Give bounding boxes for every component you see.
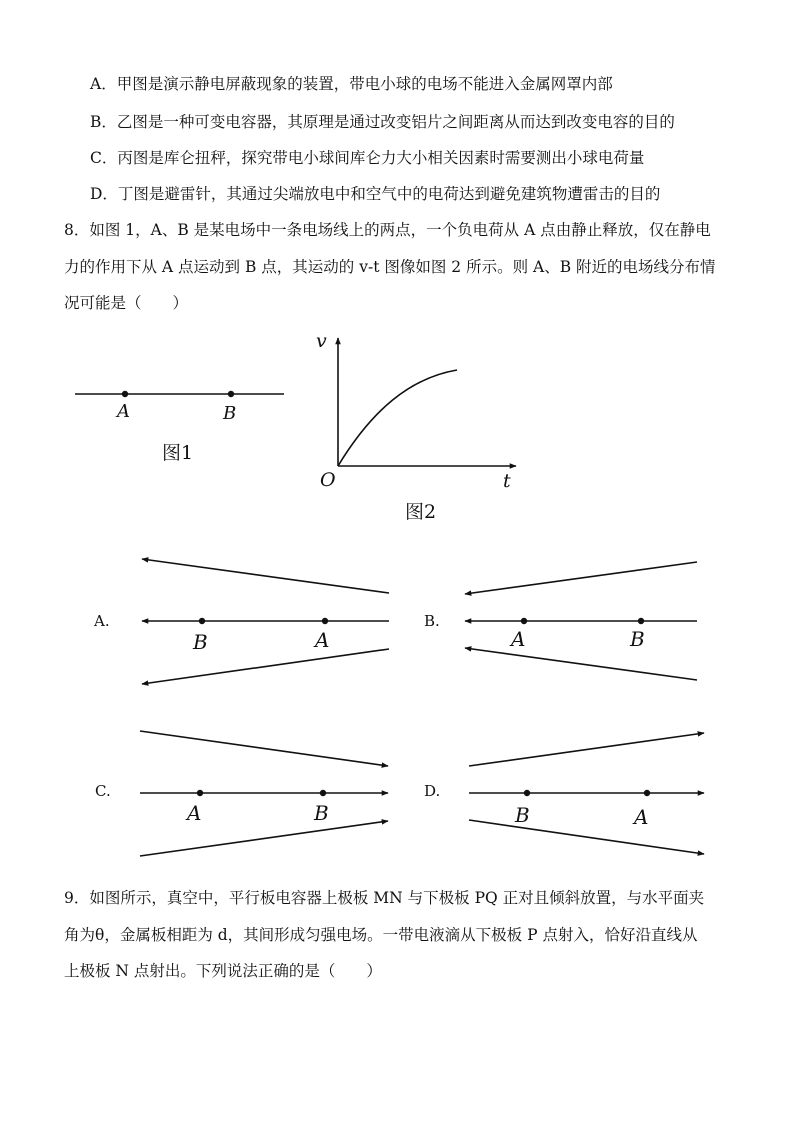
q7-option-b: B．乙图是一种可变电容器，其原理是通过改变铝片之间距离从而达到改变电容的目的 xyxy=(90,113,675,131)
fig1-point-a-dot xyxy=(122,391,128,397)
q7-option-d: D．丁图是避雷针，其通过尖端放电中和空气中的电荷达到避免建筑物遭雷击的目的 xyxy=(90,185,661,203)
fig1-point-a-label: A xyxy=(117,401,130,422)
q7-option-a: A．甲图是演示静电屏蔽现象的装置，带电小球的电场不能进入金属网罩内部 xyxy=(90,75,613,93)
choice-b-label: B. xyxy=(424,612,440,630)
choice-c-diagram xyxy=(140,731,388,856)
choice-a-diagram xyxy=(142,559,389,684)
choice-a-label: A. xyxy=(94,612,110,630)
choice-d-diagram xyxy=(469,733,704,854)
fig2-axis-v-label: v xyxy=(316,330,327,352)
q8-stem-line-1: 8．如图 1，A、B 是某电场中一条电场线上的两点，一个负电荷从 A 点由静止释放，仅在静电 xyxy=(64,221,711,239)
choice-b-diagram xyxy=(465,562,697,680)
choice-c-right-point: B xyxy=(314,801,329,825)
q9-stem-line-3: 上极板 N 点射出。下列说法正确的是（ ） xyxy=(64,962,382,980)
q9-stem-line-2: 角为θ，金属板相距为 d，其间形成匀强电场。一带电液滴从下极板 P 点射入，恰好沿直线从 xyxy=(64,926,698,944)
choice-d-right-point: A xyxy=(634,805,649,829)
fig2-origin-label: O xyxy=(320,469,336,491)
fig1-point-b-dot xyxy=(228,391,234,397)
choice-b-right-point: B xyxy=(630,627,645,651)
choice-b-left-point: A xyxy=(511,627,526,651)
choice-a-right-point: A xyxy=(315,628,330,652)
choice-a-left-point: B xyxy=(193,630,208,654)
choice-c-label: C. xyxy=(95,782,111,800)
fig2-axis-t-label: t xyxy=(503,470,511,492)
q8-stem-line-2: 力的作用下从 A 点运动到 B 点，其运动的 v-t 图像如图 2 所示。则 A、B 附近的电场线分布情 xyxy=(64,258,716,276)
choice-d-label: D. xyxy=(424,782,441,800)
fig2-vt-curve xyxy=(338,370,457,466)
fig1-point-b-label: B xyxy=(223,403,237,424)
choice-d-left-point: B xyxy=(515,803,530,827)
q7-option-c: C．丙图是库仑扭秤，探究带电小球间库仑力大小相关因素时需要测出小球电荷量 xyxy=(90,149,645,167)
figure-2 xyxy=(338,338,516,466)
q9-stem-line-1: 9．如图所示，真空中，平行板电容器上极板 MN 与下极板 PQ 正对且倾斜放置，与水平面夹 xyxy=(64,889,705,907)
q8-stem-line-3: 况可能是（ ） xyxy=(64,294,189,312)
fig2-caption: 图2 xyxy=(405,501,437,523)
figure-1 xyxy=(75,391,284,397)
choice-c-left-point: A xyxy=(187,801,202,825)
fig1-caption: 图1 xyxy=(162,442,194,464)
